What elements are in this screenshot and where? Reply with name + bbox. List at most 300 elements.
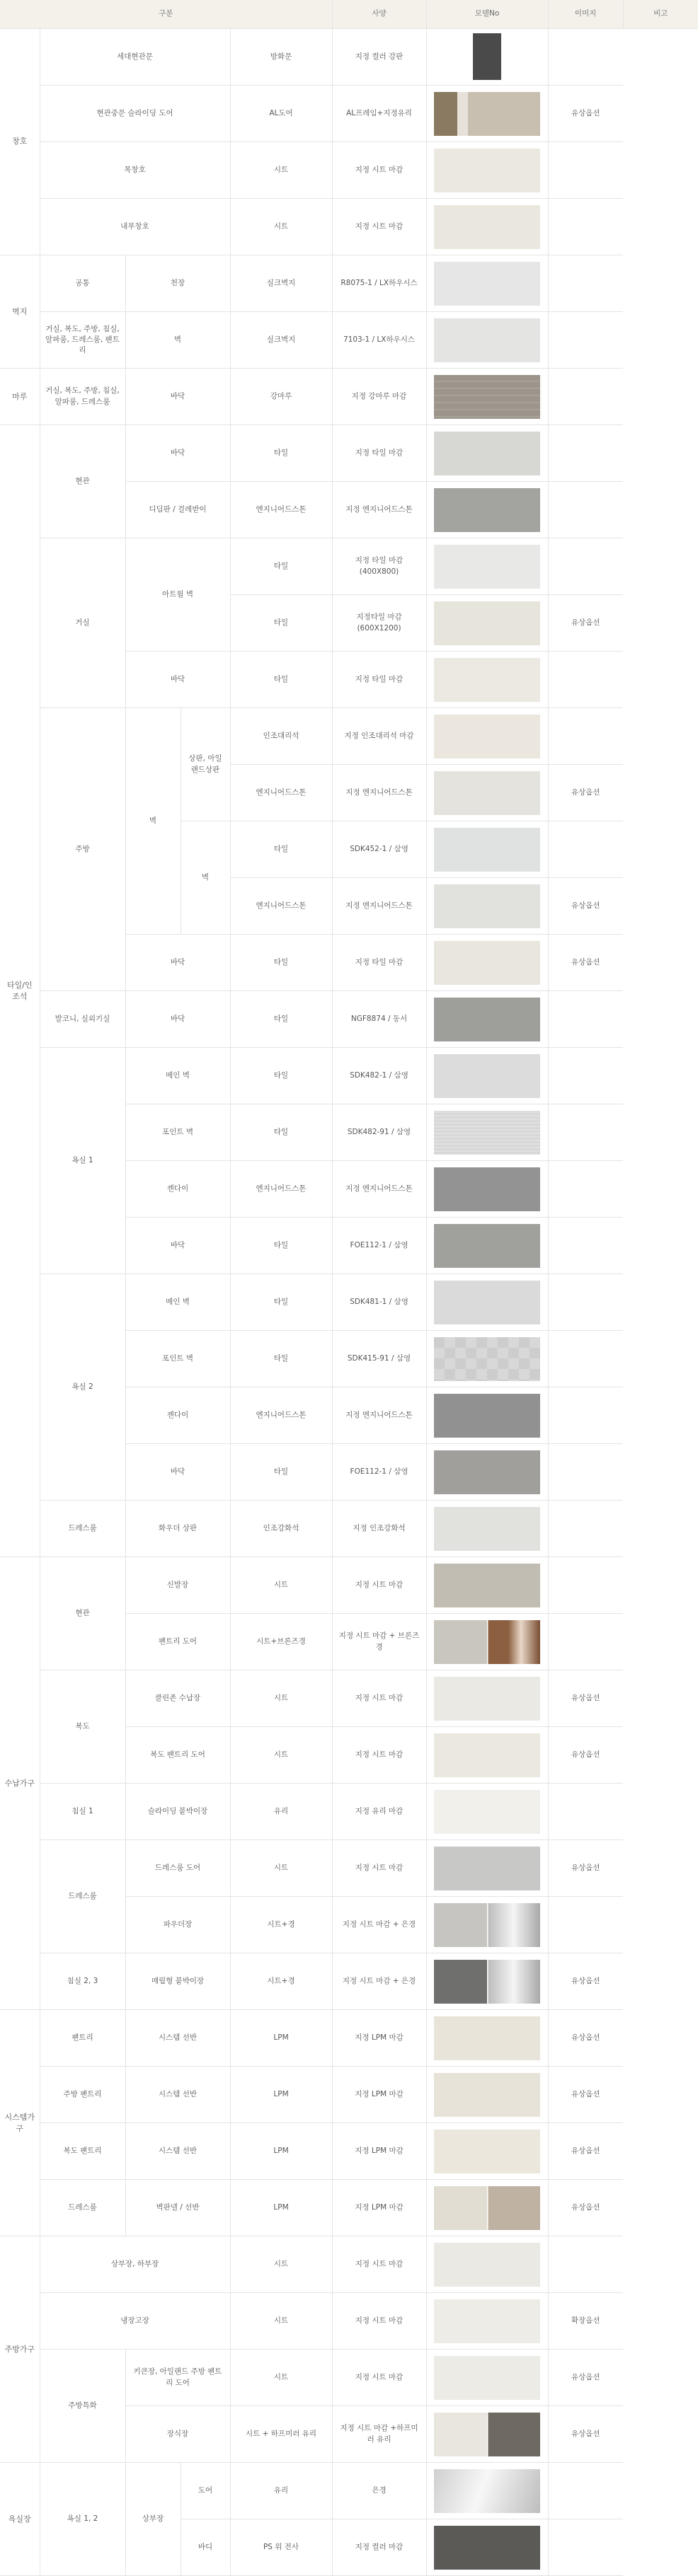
part-cell: 바닥 bbox=[125, 369, 230, 425]
part-cell: 바닥 bbox=[125, 425, 230, 482]
model-cell: 지정 시트 마감 + 브론즈경 bbox=[332, 1614, 426, 1670]
model-cell: FOE112-1 / 삼영 bbox=[332, 1444, 426, 1501]
note-cell: 유상옵션 bbox=[548, 2350, 623, 2406]
part-cell: 바닥 bbox=[125, 935, 230, 991]
model-cell: 지정 타일 마감 bbox=[332, 652, 426, 708]
part-cell: 클린존 수납장 bbox=[125, 1670, 230, 1727]
part-cell: 아트월 벽 bbox=[125, 538, 230, 652]
table-row bbox=[0, 255, 623, 312]
spec-cell: 시트 bbox=[230, 1840, 332, 1897]
sub-cell: 주방 팬트리 bbox=[40, 2067, 125, 2123]
image-cell bbox=[426, 255, 548, 312]
note-cell bbox=[548, 1048, 623, 1104]
header-image: 이미지 bbox=[548, 0, 623, 28]
image-cell bbox=[426, 425, 548, 482]
note-cell bbox=[548, 1897, 623, 1953]
table-row bbox=[0, 1048, 623, 1104]
table-row bbox=[0, 2350, 623, 2406]
spec-cell: LPM bbox=[230, 2067, 332, 2123]
table-row bbox=[0, 86, 623, 142]
spec-cell: 시트+브론즈경 bbox=[230, 1614, 332, 1670]
group-wall: 벽지 bbox=[0, 255, 40, 369]
part-cell: 디딤판 / 걸레받이 bbox=[125, 482, 230, 538]
spec-cell: 타일 bbox=[230, 935, 332, 991]
image-cell bbox=[426, 991, 548, 1048]
note-cell: 유상옵션 bbox=[548, 86, 623, 142]
image-cell bbox=[426, 369, 548, 425]
image-cell bbox=[426, 538, 548, 595]
spec-cell: 타일 bbox=[230, 1274, 332, 1331]
part-cell: 시스템 선반 bbox=[125, 2123, 230, 2180]
model-cell: 지정 시트 마감 bbox=[332, 1670, 426, 1727]
image-cell bbox=[426, 482, 548, 538]
part-cell: 상부장 bbox=[125, 2463, 181, 2576]
header-model: 모델No bbox=[426, 0, 548, 28]
spec-cell: 강마루 bbox=[230, 369, 332, 425]
swatch bbox=[434, 998, 540, 1041]
part-cell: 바닥 bbox=[125, 1218, 230, 1274]
model-cell: 지정타일 마감 (600X1200) bbox=[332, 595, 426, 652]
note-cell bbox=[548, 538, 623, 595]
note-cell: 유상옵션 bbox=[548, 2180, 623, 2236]
spec-cell: 엔지니어드스톤 bbox=[230, 878, 332, 935]
model-cell: 지정 시트 마감 + 은경 bbox=[332, 1953, 426, 2010]
spec-cell: 타일 bbox=[230, 1104, 332, 1161]
note-cell bbox=[548, 2463, 623, 2519]
swatch bbox=[434, 1847, 540, 1890]
image-cell bbox=[426, 1727, 548, 1784]
sub-cell: 거실, 복도, 주방, 침실, 알파룸, 드레스룸 bbox=[40, 369, 125, 425]
spec-cell: 실크벽지 bbox=[230, 255, 332, 312]
part-cell: 천장 bbox=[125, 255, 230, 312]
note-cell bbox=[548, 2236, 623, 2293]
image-cell bbox=[426, 1557, 548, 1614]
image-cell bbox=[426, 1670, 548, 1727]
model-cell: 지정 강마루 마감 bbox=[332, 369, 426, 425]
image-cell bbox=[426, 595, 548, 652]
swatch bbox=[434, 1620, 540, 1664]
part-cell: 벽 bbox=[125, 312, 230, 369]
table-row bbox=[0, 142, 623, 199]
spec-cell: 타일 bbox=[230, 1444, 332, 1501]
subpart-cell: 바디 bbox=[181, 2519, 230, 2576]
note-cell: 유상옵션 bbox=[548, 2067, 623, 2123]
table-row bbox=[0, 1953, 623, 2010]
model-cell: 지정 LPM 마감 bbox=[332, 2123, 426, 2180]
swatch bbox=[434, 2243, 540, 2287]
model-cell: 지정 타일 마감 (400X800) bbox=[332, 538, 426, 595]
swatch bbox=[434, 1564, 540, 1607]
image-cell bbox=[426, 652, 548, 708]
part-cell: 팬트리 도어 bbox=[125, 1614, 230, 1670]
model-cell: FOE112-1 / 삼영 bbox=[332, 1218, 426, 1274]
note-cell: 유상옵션 bbox=[548, 1727, 623, 1784]
spec-cell: LPM bbox=[230, 2010, 332, 2067]
note-cell bbox=[548, 821, 623, 878]
note-cell bbox=[548, 2519, 623, 2576]
part-cell: 젠다이 bbox=[125, 1161, 230, 1218]
swatch bbox=[434, 2413, 540, 2456]
model-cell: 지정 엔지니어드스톤 bbox=[332, 482, 426, 538]
part-cell: 시스템 선반 bbox=[125, 2010, 230, 2067]
image-cell bbox=[426, 1048, 548, 1104]
image-cell bbox=[426, 2010, 548, 2067]
note-cell: 유상옵션 bbox=[548, 2123, 623, 2180]
group-bath: 욕실장 bbox=[0, 2463, 40, 2576]
subpart-cell: 상판, 아일랜드상판 bbox=[181, 708, 230, 821]
image-cell bbox=[426, 2519, 548, 2576]
part-cell: 장식장 bbox=[125, 2406, 230, 2463]
model-cell: R8075-1 / LX하우시스 bbox=[332, 255, 426, 312]
swatch bbox=[434, 1167, 540, 1211]
model-cell: 지정 LPM 마감 bbox=[332, 2180, 426, 2236]
swatch bbox=[434, 1337, 540, 1381]
part-cell: 슬라이딩 붙박이장 bbox=[125, 1784, 230, 1840]
model-cell: SDK481-1 / 삼영 bbox=[332, 1274, 426, 1331]
model-cell: 지정 인조강화석 bbox=[332, 1501, 426, 1557]
model-cell: 지정 시트 마감 bbox=[332, 142, 426, 199]
sub-cell: 거실 bbox=[40, 538, 125, 708]
note-cell bbox=[548, 369, 623, 425]
image-cell bbox=[426, 2463, 548, 2519]
group-tile: 타일/인조석 bbox=[0, 425, 40, 1557]
swatch bbox=[434, 1054, 540, 1098]
part-cell: 벽판넬 / 선반 bbox=[125, 2180, 230, 2236]
part-cell: 포인트 벽 bbox=[125, 1331, 230, 1387]
spec-table bbox=[0, 0, 698, 29]
swatch bbox=[434, 1111, 540, 1155]
part-cell: 바닥 bbox=[125, 652, 230, 708]
note-cell bbox=[548, 199, 623, 255]
swatch bbox=[434, 488, 540, 532]
spec-cell: 엔지니어드스톤 bbox=[230, 765, 332, 821]
part-cell: 드레스룸 도어 bbox=[125, 1840, 230, 1897]
model-cell: 지정 엔지니어드스톤 bbox=[332, 878, 426, 935]
note-cell bbox=[548, 1444, 623, 1501]
image-cell bbox=[426, 1444, 548, 1501]
part-cell: 젠다이 bbox=[125, 1387, 230, 1444]
part-cell: 매립형 붙박이장 bbox=[125, 1953, 230, 2010]
model-cell: 지정 LPM 마감 bbox=[332, 2067, 426, 2123]
note-cell: 유상옵션 bbox=[548, 878, 623, 935]
note-cell bbox=[548, 708, 623, 765]
spec-cell: 엔지니어드스톤 bbox=[230, 1161, 332, 1218]
table-row bbox=[0, 1784, 623, 1840]
table-row bbox=[0, 2236, 623, 2293]
table-row bbox=[0, 2067, 623, 2123]
note-cell bbox=[548, 1387, 623, 1444]
image-cell bbox=[426, 2406, 548, 2463]
spec-cell: 타일 bbox=[230, 595, 332, 652]
swatch bbox=[434, 941, 540, 985]
table-row bbox=[0, 1274, 623, 1331]
part-cell: 메인 벽 bbox=[125, 1274, 230, 1331]
part-cell: 복도 팬트리 도어 bbox=[125, 1727, 230, 1784]
model-cell: 지정 시트 마감 bbox=[332, 2236, 426, 2293]
model-cell: 지정 시트 마감 bbox=[332, 1557, 426, 1614]
model-cell: 지정 시트 마감 bbox=[332, 2350, 426, 2406]
image-cell bbox=[426, 765, 548, 821]
swatch bbox=[434, 2469, 540, 2513]
table-row bbox=[0, 2293, 623, 2350]
sub-cell: 욕실 2 bbox=[40, 1274, 125, 1501]
item-name: 내부창호 bbox=[40, 199, 230, 255]
swatch bbox=[434, 1733, 540, 1777]
swatch bbox=[434, 375, 540, 419]
note-cell bbox=[548, 1104, 623, 1161]
note-cell bbox=[548, 1274, 623, 1331]
table-row bbox=[0, 2123, 623, 2180]
item-name: 현관중문 슬라이딩 도어 bbox=[40, 86, 230, 142]
note-cell: 유상옵션 bbox=[548, 2406, 623, 2463]
model-cell: 지정 타일 마감 bbox=[332, 425, 426, 482]
sub-cell: 복도 팬트리 bbox=[40, 2123, 125, 2180]
image-cell bbox=[426, 2123, 548, 2180]
part-cell: 키큰장, 아일랜드 주방 팬트리 도어 bbox=[125, 2350, 230, 2406]
note-cell bbox=[548, 482, 623, 538]
sub-cell: 주방특화 bbox=[40, 2350, 125, 2463]
spec-cell: 방화문 bbox=[230, 29, 332, 86]
spec-cell: LPM bbox=[230, 2123, 332, 2180]
spec-cell: AL도어 bbox=[230, 86, 332, 142]
note-cell bbox=[548, 142, 623, 199]
model-cell: AL프레임+지정유리 bbox=[332, 86, 426, 142]
swatch bbox=[434, 601, 540, 645]
swatch bbox=[434, 2016, 540, 2060]
note-cell bbox=[548, 1614, 623, 1670]
swatch bbox=[434, 1224, 540, 1268]
header-category: 구분 bbox=[0, 0, 332, 28]
note-cell: 유상옵션 bbox=[548, 595, 623, 652]
image-cell bbox=[426, 1614, 548, 1670]
group-storage: 수납가구 bbox=[0, 1557, 40, 2010]
swatch bbox=[434, 1903, 540, 1947]
model-cell: SDK452-1 / 삼영 bbox=[332, 821, 426, 878]
image-cell bbox=[426, 935, 548, 991]
note-cell: 유상옵션 bbox=[548, 765, 623, 821]
spec-cell: 타일 bbox=[230, 538, 332, 595]
model-cell: 지정 컬러 마감 bbox=[332, 2519, 426, 2576]
image-cell bbox=[426, 1953, 548, 2010]
spec-cell: 시트 bbox=[230, 1727, 332, 1784]
sub-cell: 팬트리 bbox=[40, 2010, 125, 2067]
image-cell bbox=[426, 312, 548, 369]
image-cell bbox=[426, 2293, 548, 2350]
sub-cell: 주방 bbox=[40, 708, 125, 991]
swatch bbox=[434, 828, 540, 872]
note-cell bbox=[548, 1501, 623, 1557]
image-cell bbox=[426, 878, 548, 935]
sub-cell: 욕실 1 bbox=[40, 1048, 125, 1274]
spec-cell: 타일 bbox=[230, 425, 332, 482]
spec-cell: 시트 bbox=[230, 1670, 332, 1727]
item-name: 냉장고장 bbox=[40, 2293, 230, 2350]
table-row bbox=[0, 425, 623, 482]
model-cell: 지정 시트 마감 +하프미러 유리 bbox=[332, 2406, 426, 2463]
note-cell bbox=[548, 1331, 623, 1387]
model-cell: 지정 타일 마감 bbox=[332, 935, 426, 991]
part-cell: 메인 벽 bbox=[125, 1048, 230, 1104]
model-cell: 지정 시트 마감 + 은경 bbox=[332, 1897, 426, 1953]
swatch bbox=[434, 2130, 540, 2173]
note-cell: 확장옵션 bbox=[548, 2293, 623, 2350]
spec-cell: 유리 bbox=[230, 2463, 332, 2519]
image-cell bbox=[426, 1501, 548, 1557]
swatch bbox=[434, 1790, 540, 1834]
item-name: 상부장, 하부장 bbox=[40, 2236, 230, 2293]
table-row bbox=[0, 1557, 623, 1614]
image-cell bbox=[426, 86, 548, 142]
header-note: 비고 bbox=[623, 0, 698, 28]
model-cell: 7103-1 / LX하우시스 bbox=[332, 312, 426, 369]
note-cell bbox=[548, 1161, 623, 1218]
spec-cell: 타일 bbox=[230, 991, 332, 1048]
swatch bbox=[434, 2186, 540, 2230]
swatch bbox=[434, 2299, 540, 2343]
note-cell: 유상옵션 bbox=[548, 1840, 623, 1897]
spec-cell: 엔지니어드스톤 bbox=[230, 482, 332, 538]
sub-cell: 욕실 1, 2 bbox=[40, 2463, 125, 2576]
swatch bbox=[434, 715, 540, 758]
image-cell bbox=[426, 1784, 548, 1840]
part-cell: 바닥 bbox=[125, 1444, 230, 1501]
swatch bbox=[434, 771, 540, 815]
model-cell: 지정 시트 마감 bbox=[332, 2293, 426, 2350]
swatch bbox=[434, 205, 540, 249]
swatch-door bbox=[473, 33, 501, 80]
model-cell: 지정 컬러 강판 bbox=[332, 29, 426, 86]
spec-cell: 시트 bbox=[230, 1557, 332, 1614]
note-cell bbox=[548, 425, 623, 482]
image-cell bbox=[426, 142, 548, 199]
part-cell: 바닥 bbox=[125, 991, 230, 1048]
table-row bbox=[0, 2010, 623, 2067]
note-cell bbox=[548, 652, 623, 708]
image-cell bbox=[426, 1104, 548, 1161]
table-row bbox=[0, 1670, 623, 1727]
image-cell bbox=[426, 29, 548, 86]
header-spec: 사양 bbox=[332, 0, 426, 28]
model-cell: NGF8874 / 동서 bbox=[332, 991, 426, 1048]
image-cell bbox=[426, 1161, 548, 1218]
note-cell: 유상옵션 bbox=[548, 935, 623, 991]
model-cell: 은경 bbox=[332, 2463, 426, 2519]
spec-cell: 인조대리석 bbox=[230, 708, 332, 765]
table-row bbox=[0, 29, 623, 86]
spec-cell: 시트 bbox=[230, 2236, 332, 2293]
item-name: 목창호 bbox=[40, 142, 230, 199]
model-cell: 지정 엔지니어드스톤 bbox=[332, 1387, 426, 1444]
swatch bbox=[434, 1281, 540, 1324]
spec-cell: 타일 bbox=[230, 821, 332, 878]
sub-cell: 복도 bbox=[40, 1670, 125, 1784]
swatch bbox=[434, 318, 540, 362]
image-cell bbox=[426, 2236, 548, 2293]
swatch bbox=[434, 1677, 540, 1721]
model-cell: 지정 LPM 마감 bbox=[332, 2010, 426, 2067]
spec-cell: 시트 bbox=[230, 199, 332, 255]
note-cell bbox=[548, 1218, 623, 1274]
spec-cell: 시트+경 bbox=[230, 1953, 332, 2010]
spec-cell: 시트+경 bbox=[230, 1897, 332, 1953]
note-cell bbox=[548, 255, 623, 312]
group-system: 시스템가구 bbox=[0, 2010, 40, 2236]
table-row bbox=[0, 991, 623, 1048]
item-name: 세대현관문 bbox=[40, 29, 230, 86]
group-window: 창호 bbox=[0, 29, 40, 255]
table-row bbox=[0, 1840, 623, 1897]
note-cell bbox=[548, 1784, 623, 1840]
spec-cell: 시트 bbox=[230, 2350, 332, 2406]
spec-cell: 타일 bbox=[230, 652, 332, 708]
model-cell: SDK415-91 / 삼영 bbox=[332, 1331, 426, 1387]
part-cell: 신발장 bbox=[125, 1557, 230, 1614]
note-cell: 유상옵션 bbox=[548, 2010, 623, 2067]
sub-cell: 침실 1 bbox=[40, 1784, 125, 1840]
swatch bbox=[434, 658, 540, 702]
table-row bbox=[0, 312, 623, 369]
table-row bbox=[0, 1501, 623, 1557]
model-cell: 지정 엔지니어드스톤 bbox=[332, 765, 426, 821]
part-cell: 화우더 상판 bbox=[125, 1501, 230, 1557]
model-cell: 지정 시트 마감 bbox=[332, 1840, 426, 1897]
image-cell bbox=[426, 1840, 548, 1897]
sub-cell: 현관 bbox=[40, 425, 125, 538]
swatch bbox=[434, 2073, 540, 2117]
note-cell bbox=[548, 29, 623, 86]
spec-cell: 타일 bbox=[230, 1331, 332, 1387]
swatch bbox=[434, 1394, 540, 1438]
swatch bbox=[434, 1450, 540, 1494]
table-row bbox=[0, 2463, 623, 2519]
table-row bbox=[0, 369, 623, 425]
table-row bbox=[0, 2180, 623, 2236]
table-row bbox=[0, 538, 623, 595]
swatch bbox=[434, 1507, 540, 1551]
sub-cell: 현관 bbox=[40, 1557, 125, 1670]
image-cell bbox=[426, 2350, 548, 2406]
spec-cell: LPM bbox=[230, 2180, 332, 2236]
sub-cell: 드레스룸 bbox=[40, 1501, 125, 1557]
image-cell bbox=[426, 708, 548, 765]
swatch bbox=[434, 262, 540, 306]
spec-table-body bbox=[0, 29, 623, 2576]
image-cell bbox=[426, 821, 548, 878]
swatch bbox=[434, 2356, 540, 2400]
swatch bbox=[434, 432, 540, 475]
image-cell bbox=[426, 1218, 548, 1274]
image-cell bbox=[426, 2180, 548, 2236]
sub-cell: 침실 2, 3 bbox=[40, 1953, 125, 2010]
image-cell bbox=[426, 2067, 548, 2123]
group-floor: 마루 bbox=[0, 369, 40, 425]
model-cell: SDK482-91 / 삼영 bbox=[332, 1104, 426, 1161]
spec-cell: 시트 bbox=[230, 142, 332, 199]
swatch bbox=[434, 1960, 540, 2004]
spec-cell: PS 위 전사 bbox=[230, 2519, 332, 2576]
subpart-cell: 도어 bbox=[181, 2463, 230, 2519]
image-cell bbox=[426, 199, 548, 255]
swatch bbox=[434, 149, 540, 192]
table-row bbox=[0, 708, 623, 765]
spec-cell: 실크벽지 bbox=[230, 312, 332, 369]
part-cell: 포인트 벽 bbox=[125, 1104, 230, 1161]
spec-cell: 타일 bbox=[230, 1218, 332, 1274]
group-kitchen: 주방가구 bbox=[0, 2236, 40, 2463]
part-cell: 시스템 선반 bbox=[125, 2067, 230, 2123]
spec-cell: 타일 bbox=[230, 1048, 332, 1104]
swatch bbox=[434, 884, 540, 928]
